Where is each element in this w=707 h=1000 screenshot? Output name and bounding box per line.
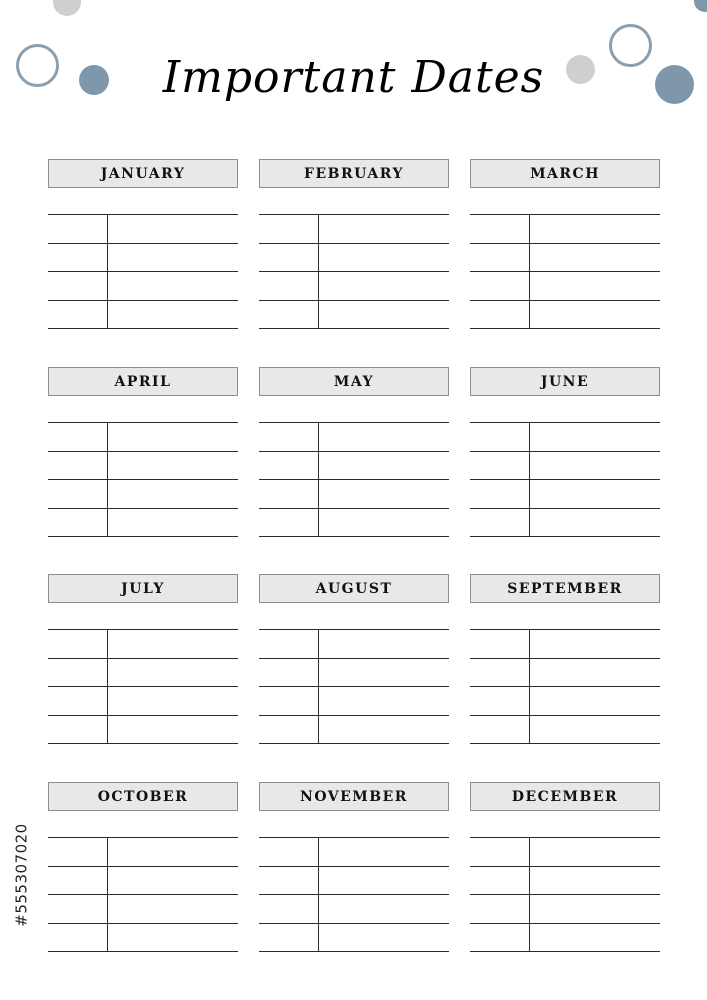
row-line — [470, 451, 660, 452]
row-line — [48, 658, 238, 659]
row-line — [259, 328, 449, 329]
month-block-september — [470, 574, 660, 744]
row-line — [259, 300, 449, 301]
row-line — [48, 479, 238, 480]
month-header: SEPTEMBER — [470, 574, 660, 603]
row-line — [259, 451, 449, 452]
stock-id-text: #555307020 — [13, 823, 31, 927]
row-line — [48, 951, 238, 952]
date-column-divider — [318, 630, 319, 744]
month-header: MARCH — [470, 159, 660, 188]
date-column-divider — [318, 838, 319, 952]
month-header: FEBRUARY — [259, 159, 449, 188]
row-line — [259, 894, 449, 895]
date-column-divider — [318, 423, 319, 537]
row-line — [259, 923, 449, 924]
row-line — [470, 658, 660, 659]
row-line — [470, 243, 660, 244]
row-line — [48, 686, 238, 687]
row-line — [470, 923, 660, 924]
month-header: JULY — [48, 574, 238, 603]
date-column-divider — [529, 423, 530, 537]
row-line — [259, 629, 449, 630]
month-header: OCTOBER — [48, 782, 238, 811]
row-line — [470, 715, 660, 716]
row-line — [48, 837, 238, 838]
row-line — [259, 214, 449, 215]
row-line — [259, 508, 449, 509]
row-line — [470, 422, 660, 423]
row-line — [259, 422, 449, 423]
row-line — [48, 214, 238, 215]
row-line — [259, 686, 449, 687]
row-line — [259, 479, 449, 480]
row-line — [470, 214, 660, 215]
row-line — [259, 951, 449, 952]
month-header: AUGUST — [259, 574, 449, 603]
row-line — [48, 271, 238, 272]
date-column-divider — [107, 630, 108, 744]
row-line — [48, 328, 238, 329]
row-line — [259, 866, 449, 867]
row-line — [470, 508, 660, 509]
row-line — [259, 743, 449, 744]
month-block-june — [470, 367, 660, 537]
month-block-february — [259, 159, 449, 329]
row-line — [48, 629, 238, 630]
row-line — [48, 300, 238, 301]
month-block-april — [48, 367, 238, 537]
month-header: NOVEMBER — [259, 782, 449, 811]
month-header: MAY — [259, 367, 449, 396]
month-block-december — [470, 782, 660, 952]
row-line — [48, 508, 238, 509]
row-line — [470, 300, 660, 301]
decor-dot-blue-corner — [694, 0, 707, 12]
month-block-may — [259, 367, 449, 537]
row-line — [470, 837, 660, 838]
row-line — [48, 422, 238, 423]
date-column-divider — [318, 215, 319, 329]
row-line — [470, 686, 660, 687]
row-line — [259, 658, 449, 659]
row-line — [470, 866, 660, 867]
row-line — [470, 328, 660, 329]
row-line — [470, 271, 660, 272]
row-line — [48, 923, 238, 924]
row-line — [470, 629, 660, 630]
month-header: JUNE — [470, 367, 660, 396]
row-line — [470, 894, 660, 895]
month-block-january — [48, 159, 238, 329]
date-column-divider — [529, 215, 530, 329]
row-line — [48, 866, 238, 867]
row-line — [48, 894, 238, 895]
row-line — [470, 951, 660, 952]
month-header: APRIL — [48, 367, 238, 396]
row-line — [259, 837, 449, 838]
row-line — [48, 715, 238, 716]
date-column-divider — [107, 838, 108, 952]
stock-id-watermark — [10, 765, 34, 985]
date-column-divider — [529, 630, 530, 744]
row-line — [470, 479, 660, 480]
row-line — [48, 743, 238, 744]
page-title: Important Dates — [162, 52, 545, 103]
row-line — [48, 451, 238, 452]
row-line — [259, 271, 449, 272]
month-block-august — [259, 574, 449, 744]
month-block-october — [48, 782, 238, 952]
date-column-divider — [107, 215, 108, 329]
date-column-divider — [107, 423, 108, 537]
row-line — [259, 243, 449, 244]
month-header: DECEMBER — [470, 782, 660, 811]
row-line — [470, 743, 660, 744]
row-line — [470, 536, 660, 537]
row-line — [259, 715, 449, 716]
month-block-july — [48, 574, 238, 744]
decor-dot-grey-top — [53, 0, 81, 16]
month-block-march — [470, 159, 660, 329]
row-line — [259, 536, 449, 537]
month-block-november — [259, 782, 449, 952]
row-line — [48, 536, 238, 537]
month-header: JANUARY — [48, 159, 238, 188]
date-column-divider — [529, 838, 530, 952]
row-line — [48, 243, 238, 244]
